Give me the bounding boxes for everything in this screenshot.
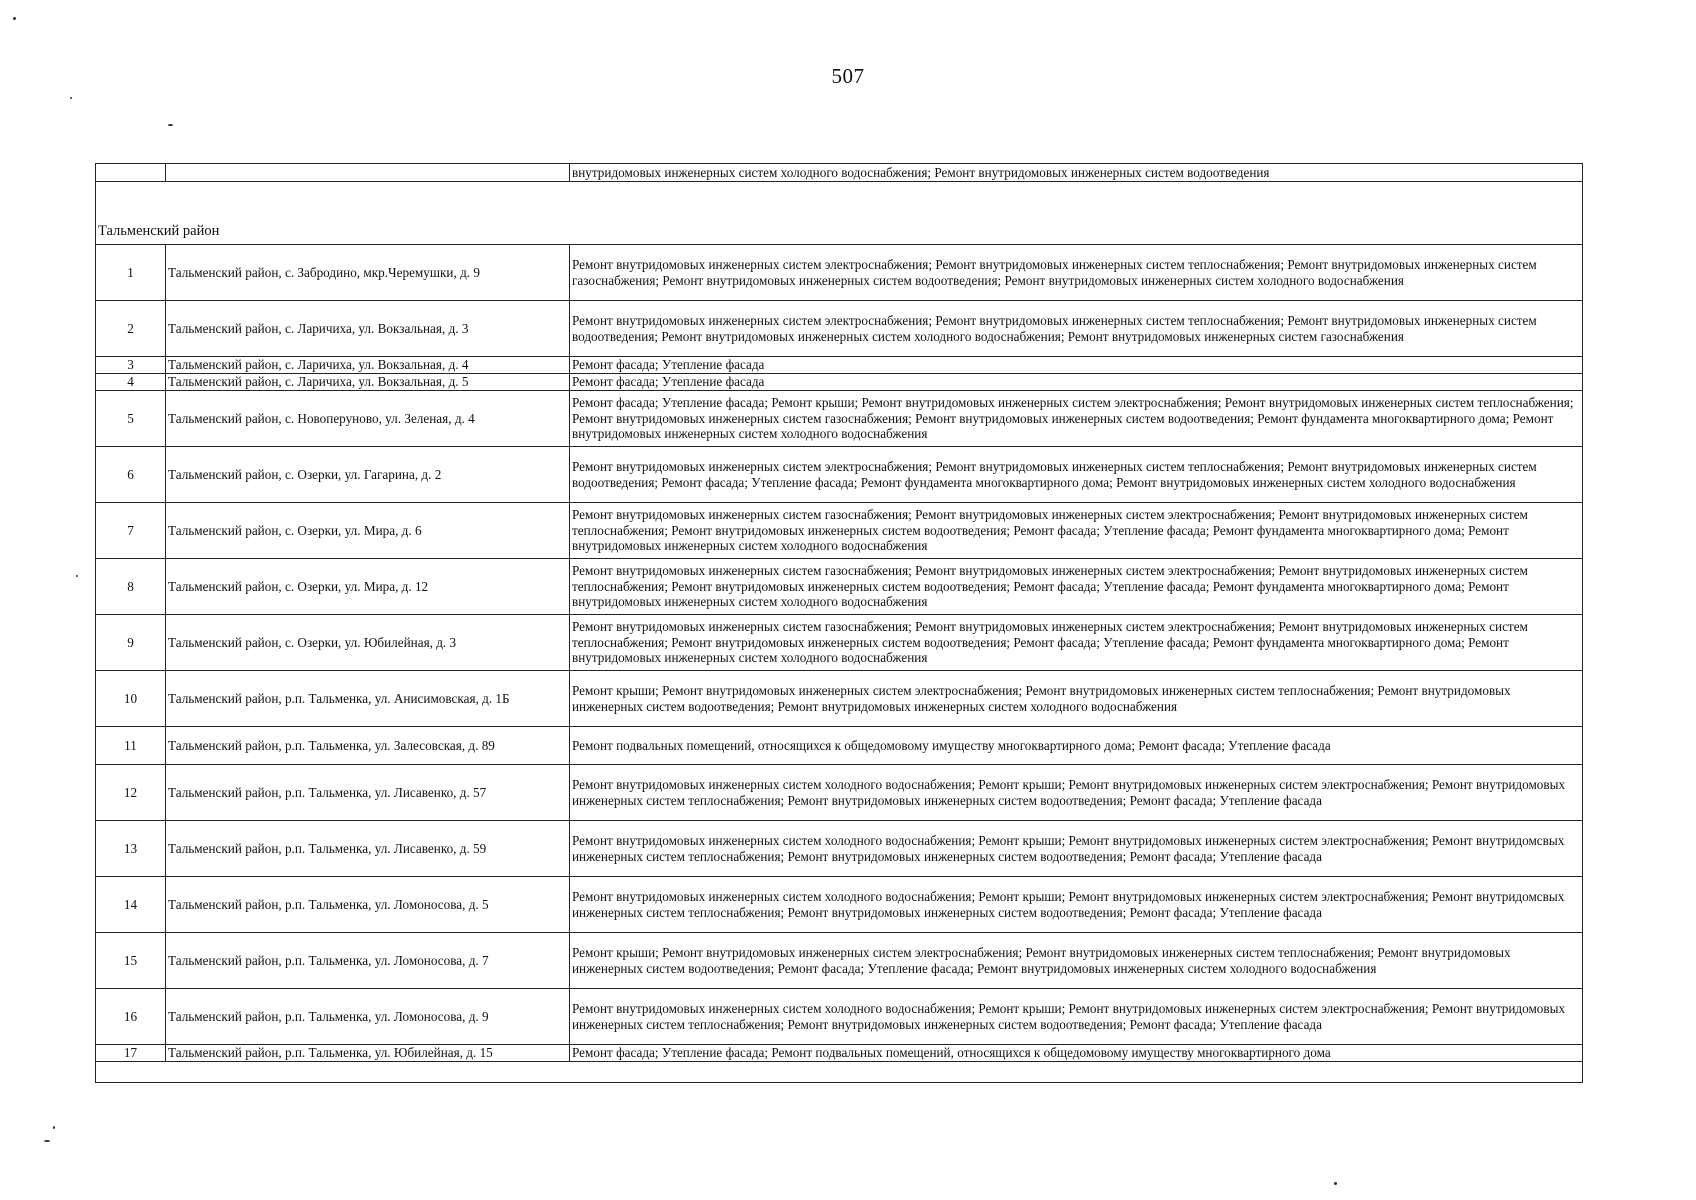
district-row [96, 220, 1583, 245]
row-works: Ремонт внутридомовых инженерных систем электроснабжения; Ремонт внутридомовых инженерных систем теплоснабжения; Ремонт внутридомовых инженерных систем газоснабжения; Ремонт внутридомовых инженерных систем водоотведения; Ремонт внутридомовых инженерных систем холодного водоснабжения [570, 245, 1583, 301]
row-number: 17 [96, 1045, 166, 1062]
table-row [96, 447, 1583, 503]
row-address: Тальменский район, р.п. Тальменка, ул. Залесовская, д. 89 [166, 727, 570, 765]
spacer-row [96, 182, 1583, 221]
row-works: Ремонт подвальных помещений, относящихся к общедомовому имуществу многоквартирного дома; Ремонт фасада; Утепление фасада [570, 727, 1583, 765]
row-number: 4 [96, 374, 166, 391]
row-number: 14 [96, 877, 166, 933]
row-works: Ремонт внутридомовых инженерных систем электроснабжения; Ремонт внутридомовых инженерных систем теплоснабжения; Ремонт внутридомовых инженерных систем водоотведения; Ремонт внутридомовых инженерных систем холодного водоснабжения; Ремонт внутридомовых инженерных систем газоснабжения [570, 301, 1583, 357]
row-works: Ремонт внутридомовых инженерных систем газоснабжения; Ремонт внутридомовых инженерных систем электроснабжения; Ремонт внутридомовых инженерных систем теплоснабжения; Ремонт внутридомовых инженерных систем водоотведения; Ремонт фасада; Утепление фасада; Ремонт фундамента многоквартирного дома; Ремонт внутридомовых инженерных систем холодного водоснабжения [570, 559, 1583, 615]
row-address: Тальменский район, р.п. Тальменка, ул. Ломоносова, д. 9 [166, 989, 570, 1045]
row-number: 7 [96, 503, 166, 559]
row-address: Тальменский район, с. Новоперуново, ул. Зеленая, д. 4 [166, 391, 570, 447]
table-row [96, 989, 1583, 1045]
works-cell: внутридомовых инженерных систем холодного водоснабжения; Ремонт внутридомовых инженерных систем водоотведения [570, 164, 1583, 182]
row-number: 3 [96, 357, 166, 374]
row-address: Тальменский район, р.п. Тальменка, ул. Ломоносова, д. 5 [166, 877, 570, 933]
row-number: 6 [96, 447, 166, 503]
row-address: Тальменский район, р.п. Тальменка, ул. Юбилейная, д. 15 [166, 1045, 570, 1062]
row-address: Тальменский район, с. Ларичиха, ул. Вокзальная, д. 3 [166, 301, 570, 357]
district-title: Тальменский район [96, 220, 1583, 245]
row-works: Ремонт внутридомовых инженерных систем холодного водоснабжения; Ремонт крыши; Ремонт внутридомовых инженерных систем электроснабжения; Ремонт внутридомовых инженерных систем теплоснабжения; Ремонт внутридомовых инженерных систем водоотведения; Ремонт фасада; Утепление фасада [570, 765, 1583, 821]
table-row [96, 391, 1583, 447]
row-number: 2 [96, 301, 166, 357]
row-works: Ремонт фасада; Утепление фасада; Ремонт подвальных помещений, относящихся к общедомовому имуществу многоквартирного дома [570, 1045, 1583, 1062]
empty-cell [96, 1062, 1583, 1083]
row-number: 1 [96, 245, 166, 301]
row-works: Ремонт внутридомовых инженерных систем холодного водоснабжения; Ремонт крыши; Ремонт внутридомовых инженерных систем электроснабжения; Ремонт внутридомсвых инженерных систем теплоснабжения; Ремонт внутридомовых инженерных систем водоотведения; Ремонт фасада; Утепление фасада [570, 877, 1583, 933]
row-number: 15 [96, 933, 166, 989]
table-row [96, 877, 1583, 933]
table-row [96, 301, 1583, 357]
continuation-row [96, 164, 1583, 182]
table-row [96, 671, 1583, 727]
scan-speck [76, 575, 78, 577]
table-row [96, 765, 1583, 821]
row-works: Ремонт фасада; Утепление фасада [570, 357, 1583, 374]
scan-speck [13, 17, 16, 20]
table-row [96, 727, 1583, 765]
table-row [96, 245, 1583, 301]
row-address: Тальменский район, с. Ларичиха, ул. Вокзальная, д. 5 [166, 374, 570, 391]
row-works: Ремонт внутридомовых инженерных систем холодного водоснабжения; Ремонт крыши; Ремонт внутридомовых инженерных систем электроснабжения; Ремонт внутридомовых инженерных систем теплоснабжения; Ремонт внутридомовых инженерных систем водоотведения; Ремонт фасада; Утепление фасада [570, 989, 1583, 1045]
row-works: Ремонт внутридомовых инженерных систем газоснабжения; Ремонт внутридомовых инженерных систем электроснабжения; Ремонт внутридомовых инженерных систем теплоснабжения; Ремонт внутридомовых инженерных систем водоотведения; Ремонт фасада; Утепление фасада; Ремонт фундамента многоквартирного дома; Ремонт внутридомовых инженерных систем холодного водоснабжения [570, 503, 1583, 559]
address-cell [166, 164, 570, 182]
scan-speck [53, 1126, 55, 1129]
spacer-cell [96, 182, 1583, 221]
row-number: 9 [96, 615, 166, 671]
table-row [96, 357, 1583, 374]
row-number: 11 [96, 727, 166, 765]
trailing-empty-row [96, 1062, 1583, 1083]
row-address: Тальменский район, р.п. Тальменка, ул. Ломоносова, д. 7 [166, 933, 570, 989]
row-address: Тальменский район, с. Ларичиха, ул. Вокзальная, д. 4 [166, 357, 570, 374]
row-address: Тальменский район, р.п. Тальменка, ул. Лисавенко, д. 59 [166, 821, 570, 877]
table-row [96, 374, 1583, 391]
row-works: Ремонт крыши; Ремонт внутридомовых инженерных систем электроснабжения; Ремонт внутридомовых инженерных систем теплоснабжения; Ремонт внутридомовых инженерных систем водоотведения; Ремонт внутридомовых инженерных систем холодного водоснабжения [570, 671, 1583, 727]
row-address: Тальменский район, р.п. Тальменка, ул. Лисавенко, д. 57 [166, 765, 570, 821]
scan-speck [168, 124, 173, 126]
row-works: Ремонт фасада; Утепление фасада; Ремонт крыши; Ремонт внутридомовых инженерных систем электроснабжения; Ремонт внутридомовых инженерных систем теплоснабжения; Ремонт внутридомовых инженерных систем газоснабжения; Ремонт внутридомовых инженерных систем водоотведения; Ремонт фундамента многоквартирного дома; Ремонт внутридомовых инженерных систем холодного водоснабжения [570, 391, 1583, 447]
row-number: 8 [96, 559, 166, 615]
table-row [96, 559, 1583, 615]
row-address: Тальменский район, с. Забродино, мкр.Черемушки, д. 9 [166, 245, 570, 301]
row-address: Тальменский район, с. Озерки, ул. Мира, д. 12 [166, 559, 570, 615]
table-row [96, 1045, 1583, 1062]
scan-speck [70, 97, 72, 99]
page-number: 507 [831, 64, 865, 88]
row-number: 13 [96, 821, 166, 877]
number-cell [96, 164, 166, 182]
scan-speck [44, 1140, 50, 1142]
row-number: 12 [96, 765, 166, 821]
row-number: 5 [96, 391, 166, 447]
table-row [96, 503, 1583, 559]
works-table [95, 163, 1583, 1083]
scan-speck [1334, 1182, 1337, 1185]
row-works: Ремонт внутридомовых инженерных систем электроснабжения; Ремонт внутридомовых инженерных систем теплоснабжения; Ремонт внутридомовых инженерных систем водоотведения; Ремонт фасада; Утепление фасада; Ремонт фундамента многоквартирного дома; Ремонт внутридомовых инженерных систем холодного водоснабжения [570, 447, 1583, 503]
row-works: Ремонт внутридомовых инженерных систем холодного водоснабжения; Ремонт крыши; Ремонт внутридомовых инженерных систем электроснабжения; Ремонт внутридомсвых инженерных систем теплоснабжения; Ремонт внутридомовых инженерных систем водоотведения; Ремонт фасада; Утепление фасада [570, 821, 1583, 877]
table-row [96, 615, 1583, 671]
row-works: Ремонт фасада; Утепление фасада [570, 374, 1583, 391]
row-address: Тальменский район, с. Озерки, ул. Мира, д. 6 [166, 503, 570, 559]
table-row [96, 821, 1583, 877]
table-row [96, 933, 1583, 989]
row-works: Ремонт внутридомовых инженерных систем газоснабжения; Ремонт внутридомовых инженерных систем электроснабжения; Ремонт внутридомовых инженерных систем теплоснабжения; Ремонт внутридомовых инженерных систем водоотведения; Ремонт фасада; Утепление фасада; Ремонт фундамента многоквартирного дома; Ремонт внутридомовых инженерных систем холодного водоснабжения [570, 615, 1583, 671]
row-address: Тальменский район, с. Озерки, ул. Гагарина, д. 2 [166, 447, 570, 503]
row-address: Тальменский район, р.п. Тальменка, ул. Анисимовская, д. 1Б [166, 671, 570, 727]
row-address: Тальменский район, с. Озерки, ул. Юбилейная, д. 3 [166, 615, 570, 671]
row-works: Ремонт крыши; Ремонт внутридомовых инженерных систем электроснабжения; Ремонт внутридомовых инженерных систем теплоснабжения; Ремонт внутридомовых инженерных систем водоотведения; Ремонт фасада; Утепление фасада; Ремонт внутридомовых инженерных систем холодного водоснабжения [570, 933, 1583, 989]
row-number: 10 [96, 671, 166, 727]
row-number: 16 [96, 989, 166, 1045]
